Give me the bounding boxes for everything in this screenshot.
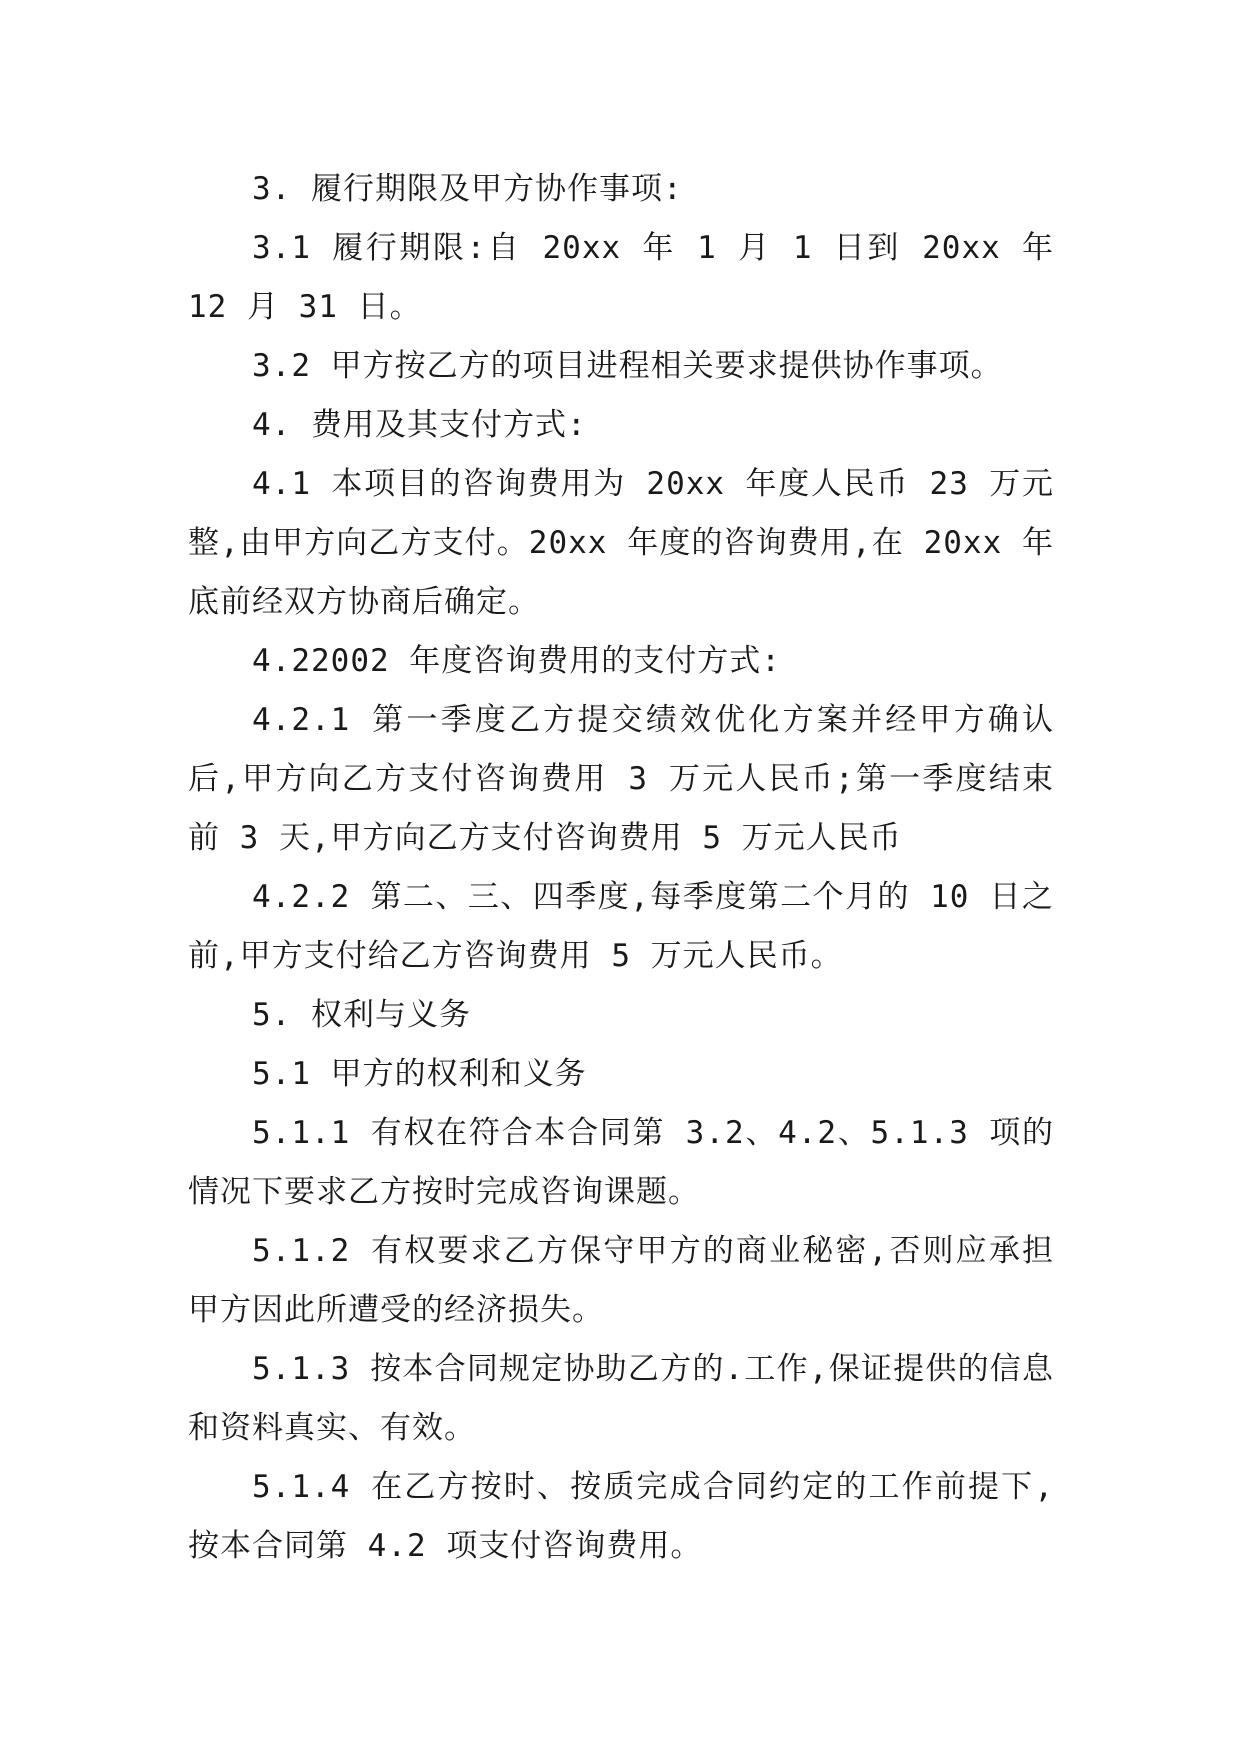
paragraph-4-heading: 4. 费用及其支付方式: (252, 407, 587, 443)
paragraph-5-1-3: 5.1.3 按本合同规定协助乙方的.工作,保证提供的信息和资料真实、有效。 (188, 1351, 1054, 1446)
paragraph-5-heading: 5. 权利与义务 (252, 997, 471, 1033)
paragraph-5-1: 5.1 甲方的权利和义务 (252, 1056, 587, 1092)
paragraph-4-2-2: 4.2.2 第二、三、四季度,每季度第二个月的 10 日之前,甲方支付给乙方咨询费用 5 万元人民币。 (188, 879, 1054, 974)
paragraph-4-1: 4.1 本项目的咨询费用为 20xx 年度人民币 23 万元整,由甲方向乙方支付。20xx 年度的咨询费用,在 20xx 年底前经双方协商后确定。 (188, 466, 1054, 620)
paragraph-3-heading: 3. 履行期限及甲方协作事项: (252, 171, 683, 207)
paragraph-4-2-1: 4.2.1 第一季度乙方提交绩效优化方案并经甲方确认后,甲方向乙方支付咨询费用 3 万元人民币;第一季度结束前 3 天,甲方向乙方支付咨询费用 5 万元人民币 (188, 702, 1054, 856)
paragraph-5-1-2: 5.1.2 有权要求乙方保守甲方的商业秘密,否则应承担甲方因此所遭受的经济损失。 (188, 1233, 1054, 1328)
paragraph-3-1: 3.1 履行期限:自 20xx 年 1 月 1 日到 20xx 年 12 月 31 日。 (188, 230, 1054, 325)
paragraph-5-1-4: 5.1.4 在乙方按时、按质完成合同约定的工作前提下,按本合同第 4.2 项支付咨询费用。 (188, 1469, 1054, 1564)
paragraph-4-2: 4.22002 年度咨询费用的支付方式: (252, 643, 781, 679)
paragraph-5-1-1: 5.1.1 有权在符合本合同第 3.2、4.2、5.1.3 项的情况下要求乙方按时完成咨询课题。 (188, 1115, 1054, 1210)
document-body (188, 160, 1054, 1576)
paragraph-3-2: 3.2 甲方按乙方的项目进程相关要求提供协作事项。 (252, 348, 1003, 384)
